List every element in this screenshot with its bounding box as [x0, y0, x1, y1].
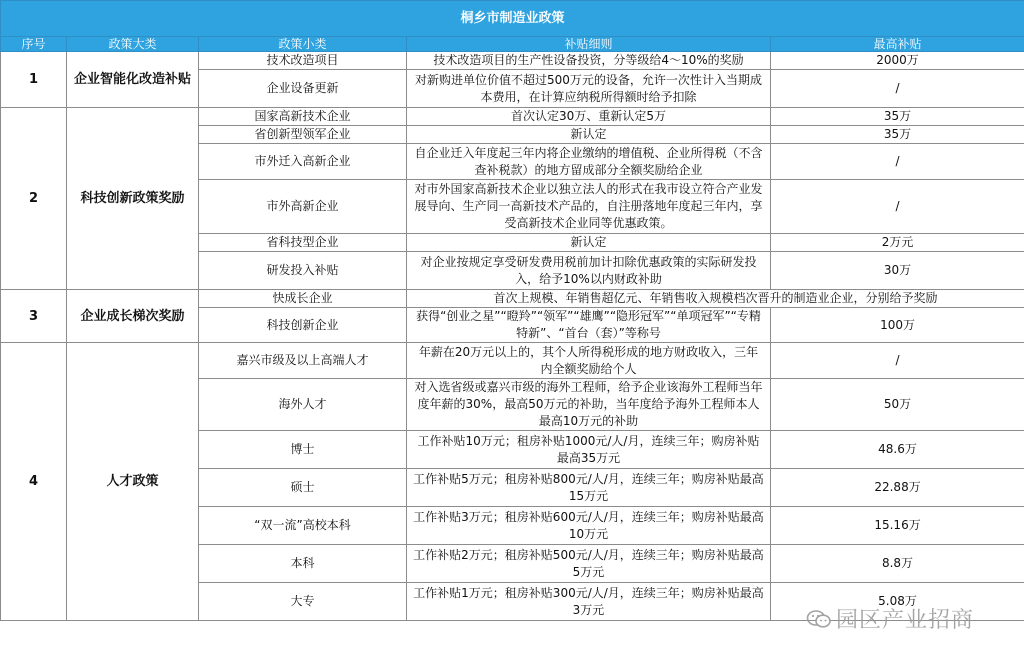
row-detail: 年薪在20万元以上的，其个人所得税形成的地方财政收入，三年内全额奖励给个人: [407, 343, 771, 379]
row-detail: 工作补贴1万元；租房补贴300元/人/月，连续三年；购房补贴最高3万元: [407, 583, 771, 621]
row-max: 15.16万: [771, 507, 1024, 545]
row-max: 48.6万: [771, 431, 1024, 469]
row-category: 科技创新政策奖励: [67, 108, 199, 290]
row-max: 35万: [771, 108, 1024, 126]
row-max: 8.8万: [771, 545, 1024, 583]
table-row: [1, 108, 1024, 126]
row-detail: 技术改造项目的生产性设备投资，分等级给4～10%的奖励: [407, 52, 771, 70]
header-category: 政策大类: [67, 37, 199, 52]
row-max: 2万元: [771, 234, 1024, 252]
row-detail: 新认定: [407, 234, 771, 252]
row-subcategory: 市外迁入高新企业: [199, 144, 407, 180]
row-max: /: [771, 343, 1024, 379]
row-seq: 3: [1, 290, 67, 343]
row-subcategory: 硕士: [199, 469, 407, 507]
row-detail: 工作补贴5万元；租房补贴800元/人/月，连续三年；购房补贴最高15万元: [407, 469, 771, 507]
row-subcategory: 科技创新企业: [199, 308, 407, 343]
row-detail: 对入选省级或嘉兴市级的海外工程师，给予企业该海外工程师当年度年薪的30%，最高50万元的补助，当年度给予海外工程师本人最高10万元的补助: [407, 379, 771, 431]
header-subcategory: 政策小类: [199, 37, 407, 52]
row-subcategory: 快成长企业: [199, 290, 407, 308]
row-detail: 工作补贴10万元；租房补贴1000元/人/月，连续三年；购房补贴最高35万元: [407, 431, 771, 469]
row-detail: 对企业按规定享受研发费用税前加计扣除优惠政策的实际研发投入，给予10%以内财政补助: [407, 252, 771, 290]
row-subcategory: 省科技型企业: [199, 234, 407, 252]
watermark: [806, 603, 974, 634]
header-max-subsidy: 最高补贴: [771, 37, 1024, 52]
row-detail: 工作补贴2万元；租房补贴500元/人/月，连续三年；购房补贴最高5万元: [407, 545, 771, 583]
row-detail: 新认定: [407, 126, 771, 144]
row-max: 35万: [771, 126, 1024, 144]
header-seq: 序号: [1, 37, 67, 52]
row-subcategory: 本科: [199, 545, 407, 583]
row-detail: 自企业迁入年度起三年内将企业缴纳的增值税、企业所得税（不含查补税款）的地方留成部分全额奖励给企业: [407, 144, 771, 180]
row-subcategory: 博士: [199, 431, 407, 469]
row-subcategory: 嘉兴市级及以上高端人才: [199, 343, 407, 379]
row-detail: 对市外国家高新技术企业以独立法人的形式在我市设立符合产业发展导向、生产同一高新技术产品的，自注册落地年度起三年内，享受高新技术企业同等优惠政策。: [407, 180, 771, 234]
table-row: [1, 343, 1024, 379]
row-category: 人才政策: [67, 343, 199, 621]
table-row: [1, 52, 1024, 70]
row-subcategory: 大专: [199, 583, 407, 621]
row-subcategory: 企业设备更新: [199, 70, 407, 108]
table-row: [1, 290, 1024, 308]
row-subcategory: “双一流”高校本科: [199, 507, 407, 545]
row-max: 2000万: [771, 52, 1024, 70]
row-max: 50万: [771, 379, 1024, 431]
row-seq: 1: [1, 52, 67, 108]
row-seq: 2: [1, 108, 67, 290]
row-max: /: [771, 70, 1024, 108]
header-detail: 补贴细则: [407, 37, 771, 52]
row-subcategory: 研发投入补贴: [199, 252, 407, 290]
wechat-icon: [806, 609, 832, 629]
row-max: /: [771, 180, 1024, 234]
row-detail: 首次上规模、年销售超亿元、年销售收入规模档次晋升的制造业企业，分别给予奖励: [407, 290, 1024, 308]
row-max: 5.08万: [771, 583, 1024, 621]
row-seq: 4: [1, 343, 67, 621]
table-title: 桐乡市制造业政策: [1, 1, 1024, 37]
row-detail: 工作补贴3万元；租房补贴600元/人/月，连续三年；购房补贴最高10万元: [407, 507, 771, 545]
row-max: /: [771, 144, 1024, 180]
row-detail: 首次认定30万、重新认定5万: [407, 108, 771, 126]
row-subcategory: 省创新型领军企业: [199, 126, 407, 144]
row-max: 30万: [771, 252, 1024, 290]
row-max: 22.88万: [771, 469, 1024, 507]
row-detail: 对新购进单位价值不超过500万元的设备，允许一次性计入当期成本费用，在计算应纳税所得额时给予扣除: [407, 70, 771, 108]
row-subcategory: 技术改造项目: [199, 52, 407, 70]
row-subcategory: 市外高新企业: [199, 180, 407, 234]
row-subcategory: 国家高新技术企业: [199, 108, 407, 126]
row-detail: 获得“创业之星”“瞪羚”“领军”“雄鹰”“隐形冠军”“单项冠军”“专精特新”、“首台（套）”等称号: [407, 308, 771, 343]
row-category: 企业成长梯次奖励: [67, 290, 199, 343]
row-category: 企业智能化改造补贴: [67, 52, 199, 108]
watermark-text: 园区产业招商: [836, 608, 975, 633]
row-max: 100万: [771, 308, 1024, 343]
row-subcategory: 海外人才: [199, 379, 407, 431]
